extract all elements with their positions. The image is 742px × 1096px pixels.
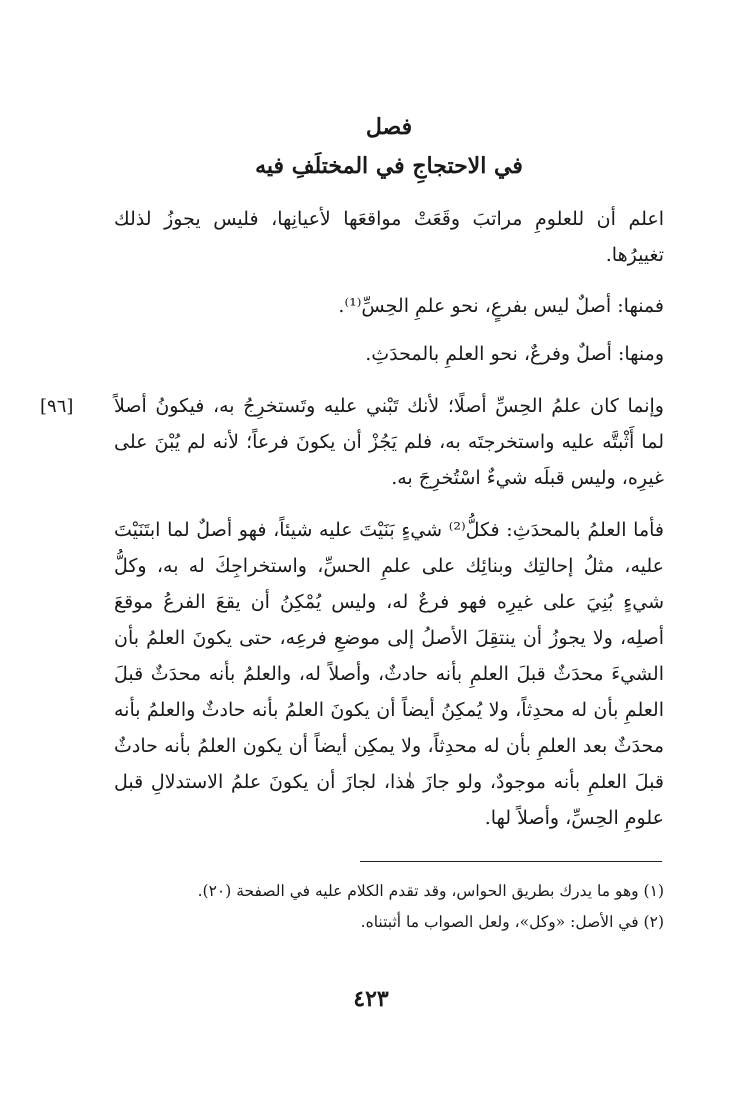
- footnote-separator: [360, 861, 662, 862]
- paragraph-sensory-explanation: وإنما كان علمُ الحِسِّ أصلًا؛ لأنك تَبْني عليه وتَستخرِجُ به، فيكونُ أصلاً لما أَثْبتَّه عليه واستخرجتَه به، فلم يَجُزْ أن يكونَ فرعاً؛ لأنه لم يُبْنَ على غيرِه، وليس قبلَه شيءٌ اسْتُخرِجَ به.: [114, 395, 664, 489]
- paragraph-intro: اعلم أن للعلومِ مراتبَ وقَعَتْ مواقعَها لأعيانِها، فليس يجوزُ لذلك تغييرُها.: [114, 208, 664, 266]
- paragraph-originated-knowledge: فأما العلمُ بالمحدَثِ: فكلُّ⁽²⁾ شيءٍ بَنَيْتَ عليه شيئاً، فهو أصلٌ لما ابتَنَيْتَ عليه، مثلُ إحالتِك وبنائِك على علمِ الحسِّ، واستخراجِكَ له به، وكلُّ شيءٍ بُنِيَ على غيرِه فهو فرعٌ له، وليس يُمْكِنُ أن يقعَ الفرعُ موقعَ أصلِه، ولا يجوزُ أن ينتقِلَ الأصلُ إلى موضعِ فرعِه، حتى يكونَ العلمُ بأن الشيءَ محدَثٌ قبلَ العلمِ بأنه حادثٌ، وأصلاً له، والعلمُ بأنه محدَثٌ قبلَ العلمِ بأن له محدِثاً، ولا يُمكِنُ أيضاً أن يكونَ العلمُ بأنه حادثٌ والعلمُ بأنه محدَثٌ بعد العلمِ بأن له محدِثاً، ولا يمكِن أيضاً أن يكون العلمُ بأنه حادثٌ قبلَ العلمِ بأنه موجودٌ، ولو جازَ هٰذا، لجازَ أن يكونَ علمُ الاستدلالِ قبل علومِ الحِسِّ، وأصلاً لها.: [114, 519, 664, 829]
- page-margin-reference: [٩٦]: [40, 396, 74, 417]
- footnote-1: (١) وهو ما يدرك بطريق الحواس، وقد تقدم الكلام عليه في الصفحة (٢٠).: [197, 882, 664, 900]
- paragraph-origin-and-branch: ومنها: أصلٌ وفرعٌ، نحو العلمِ بالمحدَثِ.: [365, 343, 664, 365]
- section-title: فصل: [365, 114, 413, 140]
- paragraph-sensory-knowledge: فمنها: أصلٌ ليس بفرعٍ، نحو علمِ الحِسِّ⁽¹⁾.: [338, 295, 664, 317]
- section-subtitle: في الاحتجاجِ في المختلَفِ فيه: [255, 153, 523, 179]
- footnote-2: (٢) في الأصل: «وكل»، ولعل الصواب ما أثبتناه.: [360, 913, 664, 931]
- page-number: ٤٢٣: [353, 986, 389, 1012]
